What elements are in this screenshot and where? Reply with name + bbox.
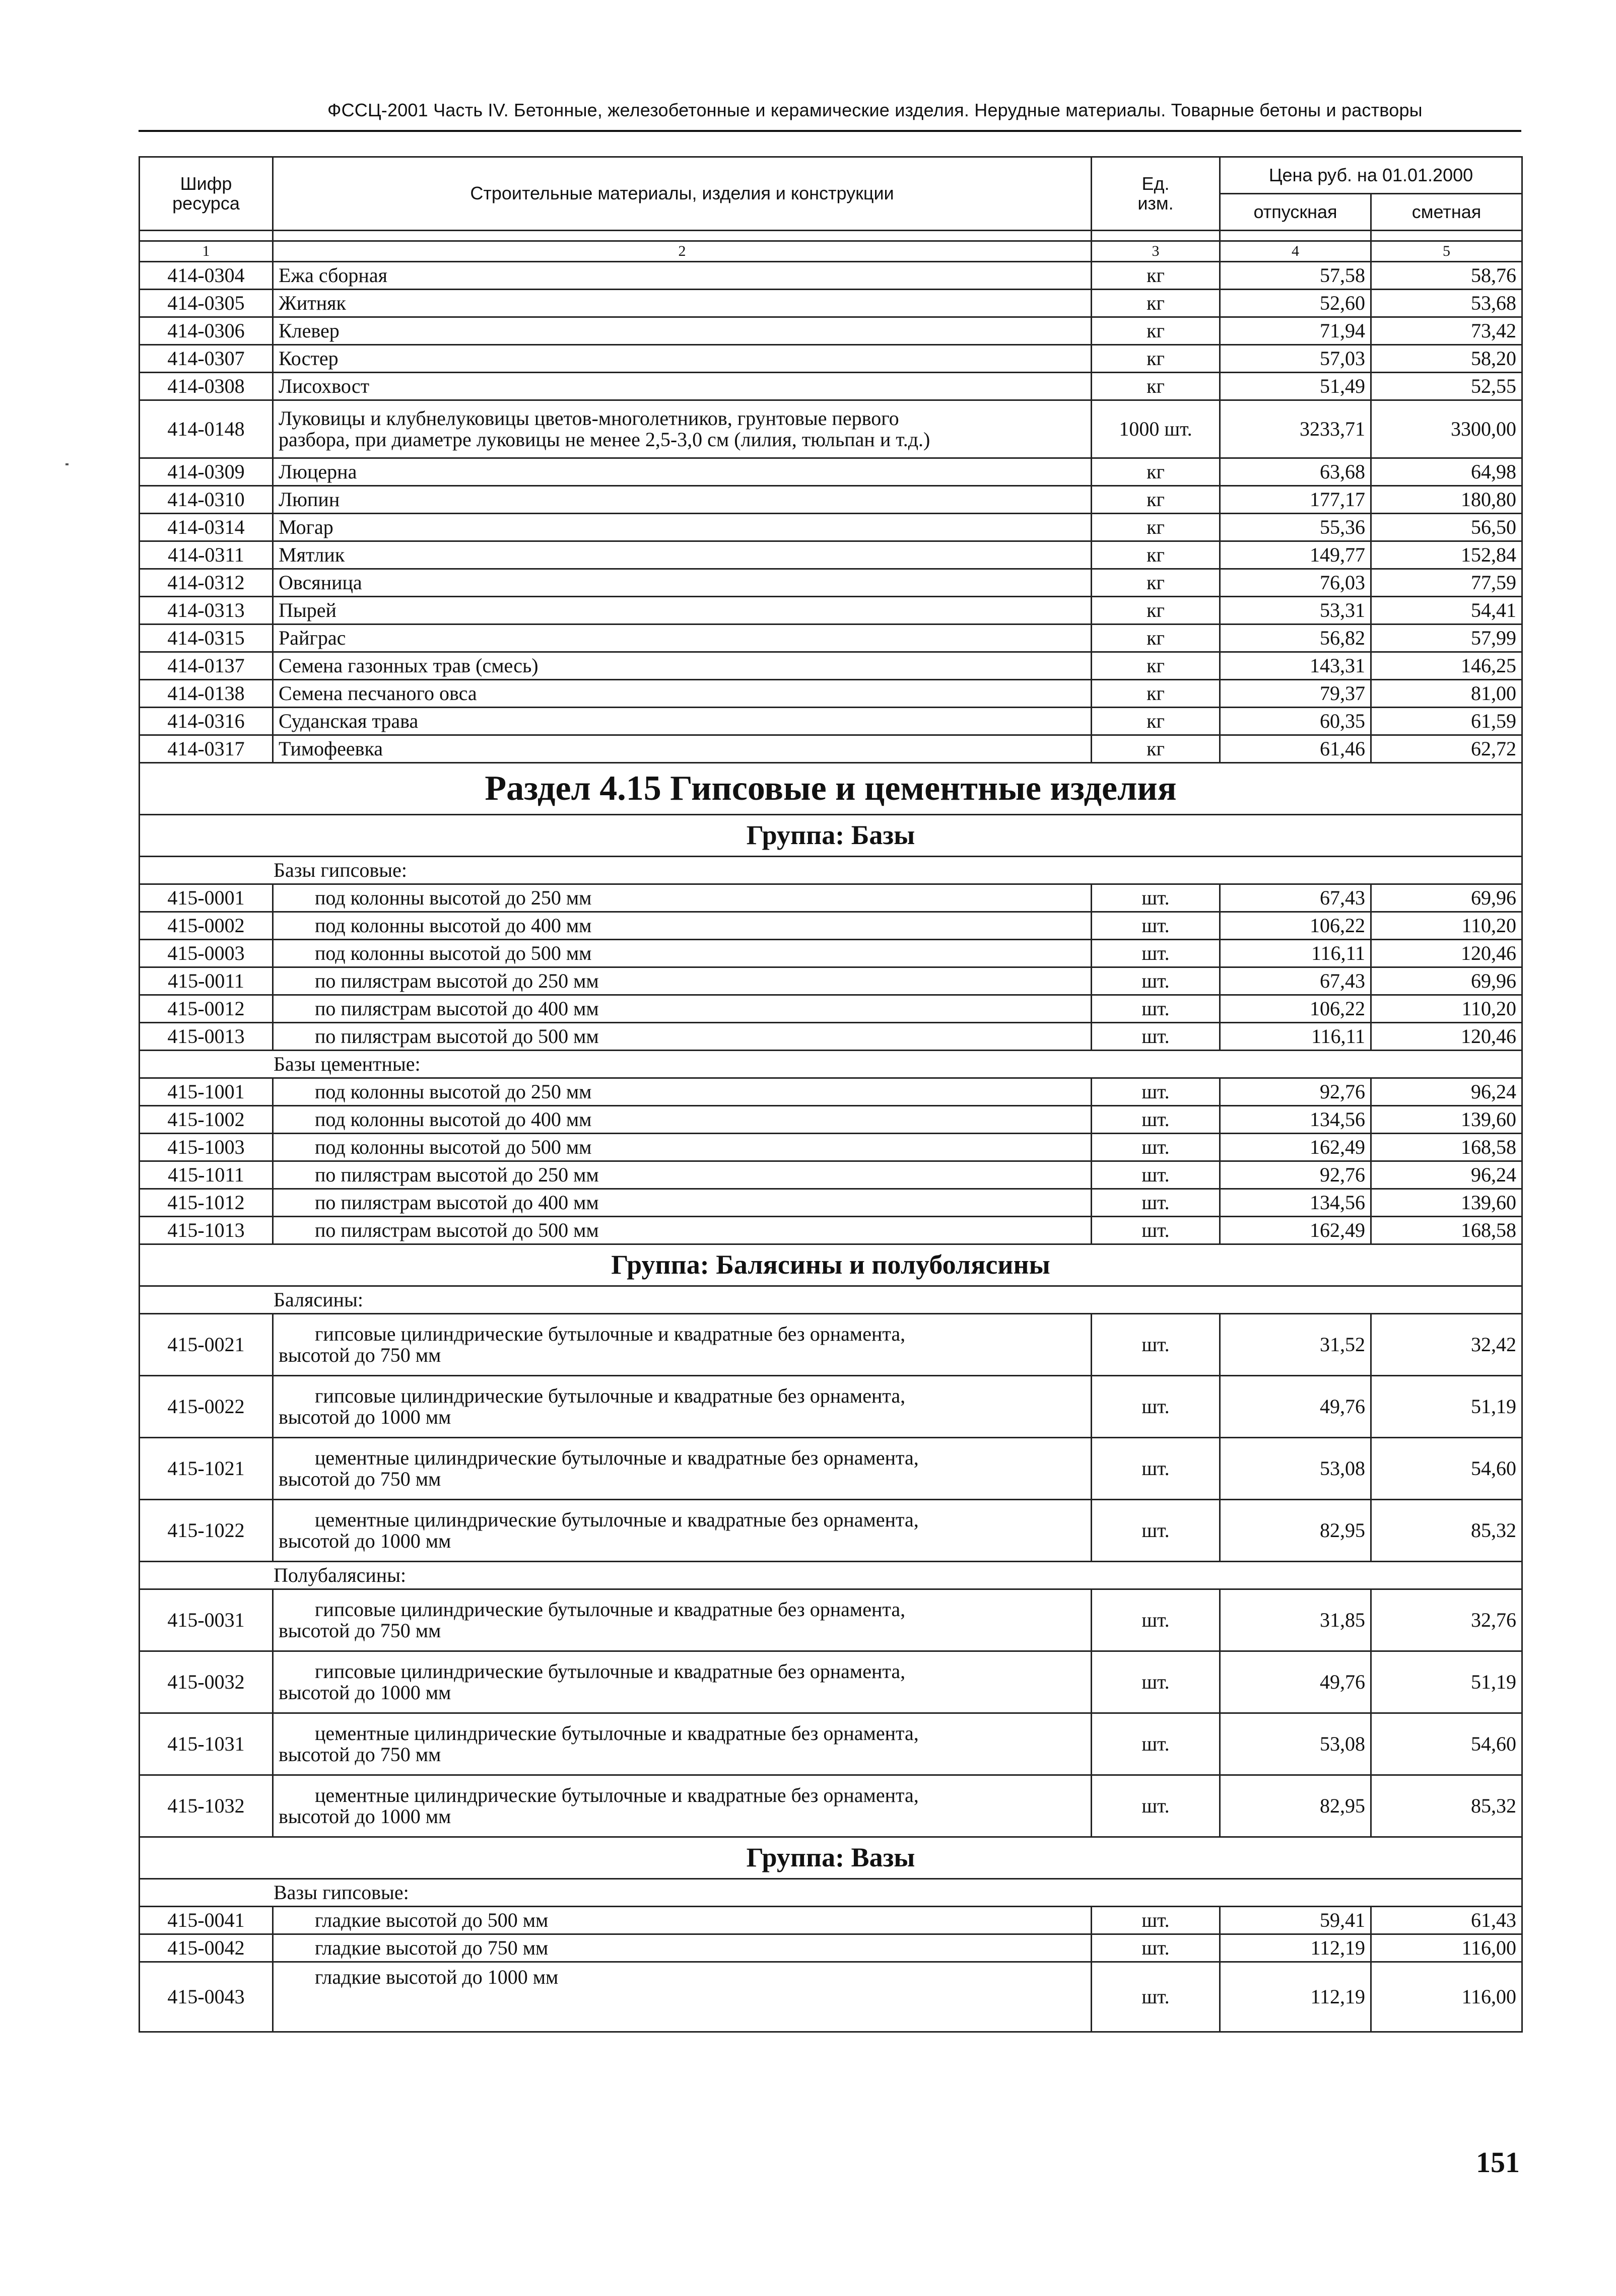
estimate-price: 120,46 xyxy=(1371,940,1522,967)
release-price: 63,68 xyxy=(1220,458,1371,486)
group-title-vases-row xyxy=(140,1837,1522,1879)
subgroup-cement-bases: Базы цементные: xyxy=(140,1051,1522,1078)
item-name-line2: высотой до 750 мм xyxy=(279,1619,441,1642)
item-name-line1: цементные цилиндрические бутылочные и квадратные без орнамента, xyxy=(315,1446,919,1469)
estimate-price: 54,60 xyxy=(1371,1713,1522,1775)
unit: шт. xyxy=(1092,1023,1220,1051)
estimate-price: 56,50 xyxy=(1371,514,1522,541)
resource-code: 414-0310 xyxy=(140,486,273,514)
table-row xyxy=(140,1589,1522,1651)
unit: шт. xyxy=(1092,884,1220,912)
table-row xyxy=(140,569,1522,597)
resource-code: 415-0012 xyxy=(140,995,273,1023)
unit: кг xyxy=(1092,597,1220,624)
unit: шт. xyxy=(1092,1078,1220,1106)
item-name: гладкие высотой до 750 мм xyxy=(273,1934,1092,1962)
estimate-price: 54,60 xyxy=(1371,1438,1522,1500)
item-name xyxy=(273,1775,1092,1837)
estimate-price: 69,96 xyxy=(1371,967,1522,995)
release-price: 143,31 xyxy=(1220,652,1371,680)
table-row xyxy=(140,373,1522,400)
estimate-price: 77,59 xyxy=(1371,569,1522,597)
item-name-line2: высотой до 750 мм xyxy=(279,1344,441,1366)
item-name xyxy=(273,1500,1092,1562)
unit: шт. xyxy=(1092,1775,1220,1837)
unit: кг xyxy=(1092,708,1220,735)
table-row xyxy=(140,1651,1522,1713)
resource-code: 415-1002 xyxy=(140,1106,273,1134)
unit: кг xyxy=(1092,569,1220,597)
release-price: 149,77 xyxy=(1220,541,1371,569)
estimate-price: 116,00 xyxy=(1371,1934,1522,1962)
item-name-line1: Луковицы и клубнелуковицы цветов-многолетников, грунтовые первого xyxy=(279,406,899,430)
resource-code: 414-0311 xyxy=(140,541,273,569)
release-price: 3233,71 xyxy=(1220,400,1371,458)
unit: кг xyxy=(1092,290,1220,317)
subgroup-gypsum-bases-row xyxy=(140,857,1522,884)
table-row xyxy=(140,884,1522,912)
group-title-vases: Группа: Вазы xyxy=(140,1837,1522,1879)
table-row xyxy=(140,735,1522,763)
release-price: 112,19 xyxy=(1220,1934,1371,1962)
resource-code: 414-0314 xyxy=(140,514,273,541)
estimate-price: 73,42 xyxy=(1371,317,1522,345)
release-price: 60,35 xyxy=(1220,708,1371,735)
unit: кг xyxy=(1092,735,1220,763)
resource-code: 415-0011 xyxy=(140,967,273,995)
table-row xyxy=(140,458,1522,486)
item-name: Тимофеевка xyxy=(273,735,1092,763)
resource-code: 415-1001 xyxy=(140,1078,273,1106)
item-name: по пилястрам высотой до 500 мм xyxy=(273,1217,1092,1244)
item-name: по пилястрам высотой до 500 мм xyxy=(273,1023,1092,1051)
resource-code: 414-0305 xyxy=(140,290,273,317)
release-price: 82,95 xyxy=(1220,1775,1371,1837)
table-row xyxy=(140,262,1522,290)
unit: шт. xyxy=(1092,1189,1220,1217)
resource-code: 415-1022 xyxy=(140,1500,273,1562)
table-row xyxy=(140,1500,1522,1562)
table-row xyxy=(140,624,1522,652)
estimate-price: 51,19 xyxy=(1371,1376,1522,1438)
resource-code: 415-1021 xyxy=(140,1438,273,1500)
head-price: Цена руб. на 01.01.2000 xyxy=(1220,157,1522,194)
item-name: гладкие высотой до 500 мм xyxy=(273,1907,1092,1934)
resource-code: 414-0313 xyxy=(140,597,273,624)
table-row xyxy=(140,345,1522,373)
estimate-price: 180,80 xyxy=(1371,486,1522,514)
unit: шт. xyxy=(1092,1500,1220,1562)
section-title-row xyxy=(140,763,1522,815)
unit: шт. xyxy=(1092,1589,1220,1651)
unit: шт. xyxy=(1092,1161,1220,1189)
unit: кг xyxy=(1092,652,1220,680)
item-name: под колонны высотой до 250 мм xyxy=(273,884,1092,912)
release-price: 49,76 xyxy=(1220,1651,1371,1713)
release-price: 82,95 xyxy=(1220,1500,1371,1562)
estimate-price: 32,42 xyxy=(1371,1314,1522,1376)
release-price: 53,31 xyxy=(1220,597,1371,624)
page-number: 151 xyxy=(1476,2146,1520,2179)
table-row xyxy=(140,597,1522,624)
item-name xyxy=(273,1438,1092,1500)
resource-code: 415-0031 xyxy=(140,1589,273,1651)
subgroup-cement-bases-row xyxy=(140,1051,1522,1078)
resource-code: 414-0306 xyxy=(140,317,273,345)
unit: 1000 шт. xyxy=(1092,400,1220,458)
table-row xyxy=(140,1713,1522,1775)
item-name: Могар xyxy=(273,514,1092,541)
estimate-price: 61,59 xyxy=(1371,708,1522,735)
unit: шт. xyxy=(1092,1106,1220,1134)
item-name-line1: гипсовые цилиндрические бутылочные и квадратные без орнамента, xyxy=(315,1384,906,1407)
item-name: Лисохвост xyxy=(273,373,1092,400)
release-price: 106,22 xyxy=(1220,912,1371,940)
unit: шт. xyxy=(1092,1438,1220,1500)
head-name: Строительные материалы, изделия и конструкции xyxy=(273,157,1092,231)
head-estimate: сметная xyxy=(1371,194,1522,231)
item-name: по пилястрам высотой до 400 мм xyxy=(273,1189,1092,1217)
subgroup-balusters-row xyxy=(140,1286,1522,1314)
group-title-balusters: Группа: Балясины и полуболясины xyxy=(140,1244,1522,1286)
resource-code: 415-0013 xyxy=(140,1023,273,1051)
table-row xyxy=(140,290,1522,317)
release-price: 49,76 xyxy=(1220,1376,1371,1438)
item-name xyxy=(273,1589,1092,1651)
resource-code: 415-1012 xyxy=(140,1189,273,1217)
table-row xyxy=(140,652,1522,680)
release-price: 53,08 xyxy=(1220,1438,1371,1500)
estimate-price: 146,25 xyxy=(1371,652,1522,680)
table-row xyxy=(140,486,1522,514)
table-row xyxy=(140,1134,1522,1161)
estimate-price: 96,24 xyxy=(1371,1161,1522,1189)
resource-code: 415-0042 xyxy=(140,1934,273,1962)
resource-code: 415-0043 xyxy=(140,1962,273,2032)
resource-code: 415-0002 xyxy=(140,912,273,940)
unit: шт. xyxy=(1092,940,1220,967)
item-name: Пырей xyxy=(273,597,1092,624)
release-price: 134,56 xyxy=(1220,1189,1371,1217)
item-name-line1: гипсовые цилиндрические бутылочные и квадратные без орнамента, xyxy=(315,1322,906,1345)
resource-code: 415-0001 xyxy=(140,884,273,912)
estimate-price: 168,58 xyxy=(1371,1217,1522,1244)
estimate-price: 64,98 xyxy=(1371,458,1522,486)
resource-code: 415-0032 xyxy=(140,1651,273,1713)
item-name: Мятлик xyxy=(273,541,1092,569)
unit: шт. xyxy=(1092,1376,1220,1438)
unit: кг xyxy=(1092,345,1220,373)
unit: кг xyxy=(1092,262,1220,290)
release-price: 76,03 xyxy=(1220,569,1371,597)
estimate-price: 54,41 xyxy=(1371,597,1522,624)
unit: шт. xyxy=(1092,1217,1220,1244)
estimate-price: 61,43 xyxy=(1371,1907,1522,1934)
item-name-line1: цементные цилиндрические бутылочные и квадратные без орнамента, xyxy=(315,1508,919,1531)
unit: шт. xyxy=(1092,1651,1220,1713)
head-spacer xyxy=(140,231,1522,241)
table-row xyxy=(140,1217,1522,1244)
unit: шт. xyxy=(1092,1907,1220,1934)
estimate-price: 139,60 xyxy=(1371,1189,1522,1217)
estimate-price: 57,99 xyxy=(1371,624,1522,652)
unit: шт. xyxy=(1092,1134,1220,1161)
estimate-price: 69,96 xyxy=(1371,884,1522,912)
subgroup-gypsum-vases-row xyxy=(140,1879,1522,1907)
estimate-price: 110,20 xyxy=(1371,995,1522,1023)
unit: кг xyxy=(1092,680,1220,708)
item-name-line2: высотой до 750 мм xyxy=(279,1468,441,1490)
release-price: 116,11 xyxy=(1220,940,1371,967)
col-num-1: 1 xyxy=(140,241,273,262)
item-name: под колонны высотой до 500 мм xyxy=(273,940,1092,967)
item-name: Семена газонных трав (смесь) xyxy=(273,652,1092,680)
subgroup-gypsum-bases: Базы гипсовые: xyxy=(140,857,1522,884)
column-number-row xyxy=(140,241,1522,262)
release-price: 162,49 xyxy=(1220,1134,1371,1161)
release-price: 92,76 xyxy=(1220,1078,1371,1106)
table-row xyxy=(140,1106,1522,1134)
estimate-price: 120,46 xyxy=(1371,1023,1522,1051)
release-price: 56,82 xyxy=(1220,624,1371,652)
estimate-price: 85,32 xyxy=(1371,1500,1522,1562)
item-name xyxy=(273,400,1092,458)
item-name xyxy=(273,1314,1092,1376)
release-price: 52,60 xyxy=(1220,290,1371,317)
item-name: под колонны высотой до 250 мм xyxy=(273,1078,1092,1106)
item-name: Костер xyxy=(273,345,1092,373)
table-row xyxy=(140,1775,1522,1837)
table-row xyxy=(140,1161,1522,1189)
table-row xyxy=(140,400,1522,458)
resource-code: 414-0307 xyxy=(140,345,273,373)
table-row xyxy=(140,995,1522,1023)
group-title-bases: Группа: Базы xyxy=(140,815,1522,857)
estimate-price: 81,00 xyxy=(1371,680,1522,708)
item-name-line1: гипсовые цилиндрические бутылочные и квадратные без орнамента, xyxy=(315,1597,906,1621)
table-row xyxy=(140,514,1522,541)
group-title-bases-row xyxy=(140,815,1522,857)
estimate-price: 152,84 xyxy=(1371,541,1522,569)
item-name: Райграс xyxy=(273,624,1092,652)
resource-code: 415-1013 xyxy=(140,1217,273,1244)
release-price: 71,94 xyxy=(1220,317,1371,345)
estimate-price: 85,32 xyxy=(1371,1775,1522,1837)
table-row xyxy=(140,1962,1522,2032)
item-name-line2: высотой до 1000 мм xyxy=(279,1529,451,1552)
item-name-line1: цементные цилиндрические бутылочные и квадратные без орнамента, xyxy=(315,1721,919,1745)
release-price: 67,43 xyxy=(1220,967,1371,995)
col-num-3: 3 xyxy=(1092,241,1220,262)
release-price: 59,41 xyxy=(1220,1907,1371,1934)
estimate-price: 116,00 xyxy=(1371,1962,1522,2032)
resource-code: 414-0138 xyxy=(140,680,273,708)
item-name xyxy=(273,1376,1092,1438)
release-price: 134,56 xyxy=(1220,1106,1371,1134)
head-release: отпускная xyxy=(1220,194,1371,231)
release-price: 57,58 xyxy=(1220,262,1371,290)
unit: кг xyxy=(1092,458,1220,486)
unit: кг xyxy=(1092,317,1220,345)
estimate-price: 139,60 xyxy=(1371,1106,1522,1134)
resource-code: 414-0148 xyxy=(140,400,273,458)
resource-code: 415-0021 xyxy=(140,1314,273,1376)
item-name: Овсяница xyxy=(273,569,1092,597)
resource-code: 414-0137 xyxy=(140,652,273,680)
release-price: 92,76 xyxy=(1220,1161,1371,1189)
item-name: Люпин xyxy=(273,486,1092,514)
unit: шт. xyxy=(1092,967,1220,995)
estimate-price: 51,19 xyxy=(1371,1651,1522,1713)
table-head-row xyxy=(140,157,1522,194)
item-name-line1: гипсовые цилиндрические бутылочные и квадратные без орнамента, xyxy=(315,1659,906,1683)
subgroup-balusters: Балясины: xyxy=(140,1286,1522,1314)
margin-speck xyxy=(65,463,69,465)
running-header: ФССЦ-2001 Часть IV. Бетонные, железобетонные и керамические изделия. Нерудные материалы. Товарные бетоны и растворы xyxy=(327,100,1423,120)
item-name: Суданская трава xyxy=(273,708,1092,735)
unit: шт. xyxy=(1092,912,1220,940)
table-row xyxy=(140,708,1522,735)
unit: шт. xyxy=(1092,995,1220,1023)
table-row xyxy=(140,317,1522,345)
table-row xyxy=(140,1934,1522,1962)
table-row xyxy=(140,1189,1522,1217)
estimate-price: 168,58 xyxy=(1371,1134,1522,1161)
release-price: 162,49 xyxy=(1220,1217,1371,1244)
release-price: 177,17 xyxy=(1220,486,1371,514)
table-row xyxy=(140,912,1522,940)
resource-code: 415-0022 xyxy=(140,1376,273,1438)
resource-code: 415-1003 xyxy=(140,1134,273,1161)
header-rule xyxy=(139,130,1521,132)
col-num-2: 2 xyxy=(273,241,1092,262)
table-row xyxy=(140,1078,1522,1106)
unit: кг xyxy=(1092,624,1220,652)
item-name: под колонны высотой до 400 мм xyxy=(273,912,1092,940)
item-name-line2: разбора, при диаметре луковицы не менее 2,5-3,0 см (лилия, тюльпан и т.д.) xyxy=(279,428,930,451)
estimate-price: 96,24 xyxy=(1371,1078,1522,1106)
release-price: 106,22 xyxy=(1220,995,1371,1023)
release-price: 61,46 xyxy=(1220,735,1371,763)
item-name: по пилястрам высотой до 250 мм xyxy=(273,967,1092,995)
resource-code: 414-0304 xyxy=(140,262,273,290)
item-name: Житняк xyxy=(273,290,1092,317)
subgroup-half-balusters-row xyxy=(140,1562,1522,1589)
resource-code: 415-0003 xyxy=(140,940,273,967)
estimate-price: 110,20 xyxy=(1371,912,1522,940)
estimate-price: 3300,00 xyxy=(1371,400,1522,458)
unit: шт. xyxy=(1092,1314,1220,1376)
release-price: 57,03 xyxy=(1220,345,1371,373)
section-title: Раздел 4.15 Гипсовые и цементные изделия xyxy=(140,763,1522,815)
item-name-line2: высотой до 1000 мм xyxy=(279,1805,451,1828)
price-table xyxy=(139,156,1523,2033)
resource-code: 414-0317 xyxy=(140,735,273,763)
table-row xyxy=(140,1376,1522,1438)
resource-code: 415-1032 xyxy=(140,1775,273,1837)
item-name-line2: высотой до 1000 мм xyxy=(279,1406,451,1428)
table-row xyxy=(140,940,1522,967)
resource-code: 414-0315 xyxy=(140,624,273,652)
table-row xyxy=(140,680,1522,708)
estimate-price: 62,72 xyxy=(1371,735,1522,763)
estimate-price: 53,68 xyxy=(1371,290,1522,317)
item-name: Семена песчаного овса xyxy=(273,680,1092,708)
resource-code: 415-0041 xyxy=(140,1907,273,1934)
resource-code: 415-1031 xyxy=(140,1713,273,1775)
unit: шт. xyxy=(1092,1962,1220,2032)
release-price: 31,85 xyxy=(1220,1589,1371,1651)
unit: кг xyxy=(1092,541,1220,569)
item-name-line2: высотой до 1000 мм xyxy=(279,1681,451,1704)
unit: шт. xyxy=(1092,1934,1220,1962)
resource-code: 414-0316 xyxy=(140,708,273,735)
table-row xyxy=(140,541,1522,569)
item-name-line2: высотой до 750 мм xyxy=(279,1743,441,1766)
unit: шт. xyxy=(1092,1713,1220,1775)
item-name: под колонны высотой до 500 мм xyxy=(273,1134,1092,1161)
head-unit: Ед. изм. xyxy=(1092,157,1220,231)
release-price: 31,52 xyxy=(1220,1314,1371,1376)
subgroup-gypsum-vases: Вазы гипсовые: xyxy=(140,1879,1522,1907)
item-name-line1: цементные цилиндрические бутылочные и квадратные без орнамента, xyxy=(315,1783,919,1806)
item-name: по пилястрам высотой до 400 мм xyxy=(273,995,1092,1023)
item-name: Люцерна xyxy=(273,458,1092,486)
item-name: под колонны высотой до 400 мм xyxy=(273,1106,1092,1134)
unit: кг xyxy=(1092,514,1220,541)
estimate-price: 52,55 xyxy=(1371,373,1522,400)
estimate-price: 58,76 xyxy=(1371,262,1522,290)
unit: кг xyxy=(1092,486,1220,514)
item-name: гладкие высотой до 1000 мм xyxy=(273,1962,1092,2032)
table-row xyxy=(140,967,1522,995)
table-row xyxy=(140,1314,1522,1376)
resource-code: 414-0308 xyxy=(140,373,273,400)
estimate-price: 32,76 xyxy=(1371,1589,1522,1651)
release-price: 116,11 xyxy=(1220,1023,1371,1051)
table-row xyxy=(140,1907,1522,1934)
release-price: 53,08 xyxy=(1220,1713,1371,1775)
item-name xyxy=(273,1713,1092,1775)
release-price: 112,19 xyxy=(1220,1962,1371,2032)
estimate-price: 58,20 xyxy=(1371,345,1522,373)
col-num-5: 5 xyxy=(1371,241,1522,262)
release-price: 51,49 xyxy=(1220,373,1371,400)
table-row xyxy=(140,1023,1522,1051)
item-name: Ежа сборная xyxy=(273,262,1092,290)
subgroup-half-balusters: Полубалясины: xyxy=(140,1562,1522,1589)
item-name: Клевер xyxy=(273,317,1092,345)
unit: кг xyxy=(1092,373,1220,400)
item-name xyxy=(273,1651,1092,1713)
item-name: по пилястрам высотой до 250 мм xyxy=(273,1161,1092,1189)
resource-code: 415-1011 xyxy=(140,1161,273,1189)
resource-code: 414-0309 xyxy=(140,458,273,486)
release-price: 67,43 xyxy=(1220,884,1371,912)
group-title-balusters-row xyxy=(140,1244,1522,1286)
release-price: 55,36 xyxy=(1220,514,1371,541)
col-num-4: 4 xyxy=(1220,241,1371,262)
resource-code: 414-0312 xyxy=(140,569,273,597)
release-price: 79,37 xyxy=(1220,680,1371,708)
head-code: Шифр ресурса xyxy=(140,157,273,231)
table-row xyxy=(140,1438,1522,1500)
